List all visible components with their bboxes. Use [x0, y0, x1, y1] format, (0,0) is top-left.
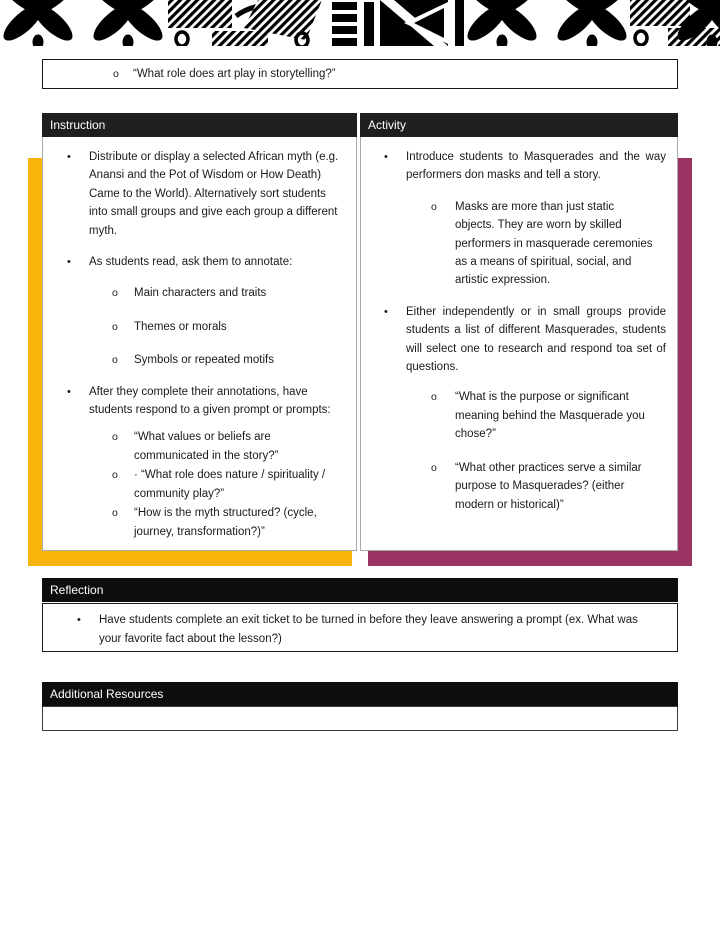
additional-resources-header-label: Additional Resources: [50, 687, 164, 701]
instruction-sub-bullet: o · “What role does nature / spirituality / community play?”: [43, 466, 356, 503]
instruction-bullet: • Distribute or display a selected African myth (e.g. Anansi and the Pot of Wisdom or How Death) Came to the World). Alternatively sort students into small groups and give each group a different myth.: [43, 148, 356, 240]
bullet-marker: •: [67, 385, 71, 398]
reflection-header: [42, 578, 678, 602]
activity-header: [360, 113, 678, 137]
activity-column: [360, 137, 678, 551]
sub-bullet-marker: o: [112, 320, 118, 333]
x-petal-motif: [461, 0, 543, 46]
bullet-marker: •: [77, 614, 81, 626]
sub-bullet-marker: o: [112, 507, 118, 520]
small-circle: [176, 32, 188, 46]
bullet-marker: •: [67, 151, 71, 163]
sub-bullet-marker: o: [112, 431, 118, 444]
instruction-bullet: • After they complete their annotations, have students respond to a given prompt or prompts:: [43, 383, 356, 420]
sub-bullet-marker: o: [112, 469, 118, 482]
additional-resources-header: [42, 682, 678, 706]
activity-bullet: • Either independently or in small groups provide students a list of different Masquerades, students will select one to research and respond toa set of questions.: [361, 303, 677, 377]
x-petal-motif: [551, 0, 633, 46]
activity-sub-bullet: o “What other practices serve a similar purpose to Masquerades? (either modern or historical)”: [361, 459, 677, 514]
bullet-marker: •: [67, 256, 71, 269]
bullet-marker: •: [384, 305, 388, 318]
sub-bullet-marker: o: [112, 287, 118, 300]
storytelling-prompt-box: [42, 59, 678, 89]
diagonal-hatch-square: [168, 0, 232, 28]
storytelling-prompt-text: “What role does art play in storytelling?”: [133, 68, 336, 80]
instruction-header-label: Instruction: [50, 118, 106, 132]
small-circle: [635, 31, 647, 45]
sub-bullet-marker: o: [431, 200, 437, 213]
sub-bullet-marker: o: [112, 354, 118, 367]
additional-resources-content-box: [42, 706, 678, 731]
activity-sub-bullet: o Masks are more than just static objects. They are worn by skilled performers in masquerade ceremonies as a means of spiritual, social, and artistic expression.: [361, 198, 677, 290]
x-petal-motif: [0, 0, 79, 46]
instruction-sub-bullet: o Themes or morals: [43, 318, 356, 336]
instruction-sub-bullet: o “How is the myth structured? (cycle, journey, transformation?)”: [43, 504, 356, 541]
x-petal-motif: [87, 0, 169, 46]
reflection-header-label: Reflection: [50, 583, 104, 597]
sub-bullet-marker: o: [431, 391, 437, 404]
reflection-content-box: [42, 603, 678, 652]
pattern-banner: [0, 0, 720, 46]
activity-sub-bullet: o “What is the purpose or significant meaning behind the Masquerade you chose?”: [361, 388, 677, 443]
activity-header-label: Activity: [368, 118, 407, 132]
diagonal-hatch-square: [212, 31, 268, 46]
instruction-sub-bullet: o Symbols or repeated motifs: [43, 351, 356, 369]
sub-bullet-marker: o: [431, 461, 437, 474]
reflection-bullet: • Have students complete an exit ticket to be turned in before they leave answering a prompt (ex. What was your favorite fact about the lesson?): [43, 611, 677, 648]
activity-bullet: • Introduce students to Masquerades and the way performers don masks and tell a story.: [361, 148, 677, 185]
instruction-sub-bullet: o “What values or beliefs are communicated in the story?”: [43, 428, 356, 465]
instruction-column: [42, 137, 357, 551]
instruction-header: [42, 113, 357, 137]
sub-bullet-marker: o: [113, 68, 119, 80]
bullet-marker: •: [384, 151, 388, 163]
instruction-sub-bullet: o Main characters and traits: [43, 284, 356, 302]
diagonal-hatch-square: [630, 0, 690, 26]
instruction-bullet: • As students read, ask them to annotate:: [43, 253, 356, 271]
triangle-square: [380, 0, 464, 46]
bar-stack: [332, 2, 374, 46]
